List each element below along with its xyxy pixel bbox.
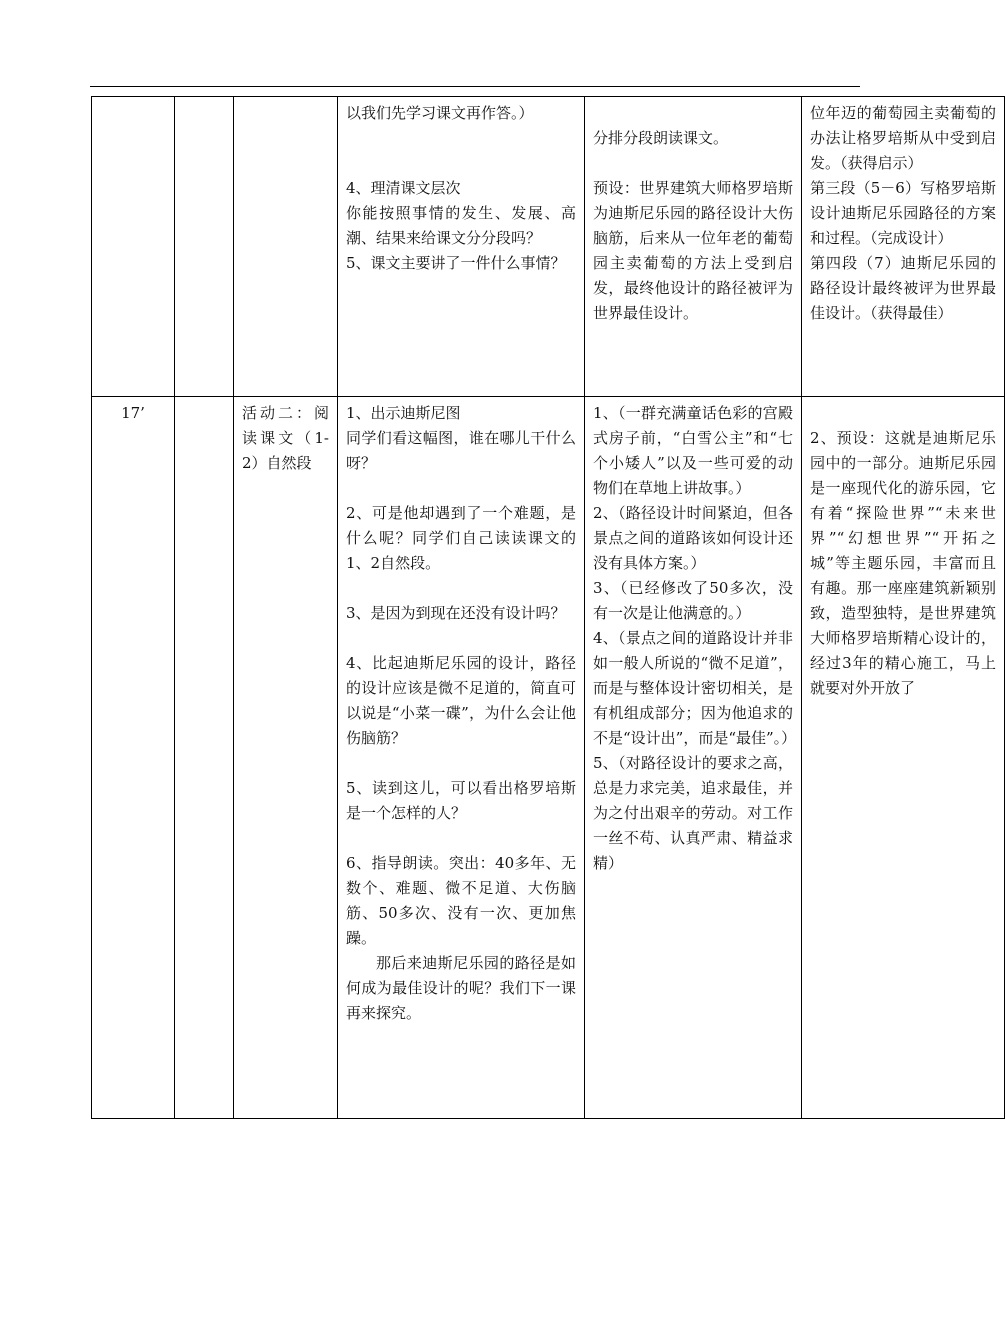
text-paragraph: 4、理清课文层次 <box>346 179 461 197</box>
blank-line <box>346 126 576 151</box>
text-paragraph: 5、（对路径设计的要求之高，总是力求完美，追求最佳，并为之付出艰辛的劳动。对工作一丝不苟、认真严肃、精益求精） <box>593 754 793 872</box>
text-paragraph: 5、课文主要讲了一件什么事情？ <box>346 254 566 272</box>
blank-line <box>346 826 576 851</box>
text-paragraph: 你能按照事情的发生、发展、高潮、结果来给课文分分段吗？ <box>346 204 576 247</box>
teacher-activity-cell <box>338 97 585 397</box>
text-paragraph: 预设：世界建筑大师格罗培斯为迪斯尼乐园的路径设计大伤脑筋，后来从一位年老的葡萄园主卖葡萄的方法上受到启发，最终他设计的路径被评为世界最佳设计。 <box>593 179 793 322</box>
text-paragraph: 4、（景点之间的道路设计并非如一般人所说的“微不足道”，而是与整体设计密切相关，是有机组成部分；因为他追求的不是“设计出”，而是“最佳”。） <box>593 629 797 747</box>
text-paragraph: 分排分段朗读课文。 <box>593 129 729 147</box>
text-paragraph: 3、是因为到现在还没有设计吗？ <box>346 604 566 622</box>
activity-cell <box>234 97 338 397</box>
student-activity-cell <box>585 397 802 1119</box>
teacher-activity-cell <box>338 397 585 1119</box>
activity-cell <box>234 397 338 1119</box>
text-paragraph: 2、可是他却遇到了一个难题，是什么呢？同学们自己读读课文的1、2自然段。 <box>346 504 576 572</box>
activity-label: 活动二：阅读课文（1-2）自然段 <box>242 404 329 472</box>
blank-cell <box>175 97 234 397</box>
text-paragraph: 3、（已经修改了50多次，没有一次是让他满意的。） <box>593 579 793 622</box>
blank-cell <box>175 397 234 1119</box>
time-cell <box>92 97 175 397</box>
text-paragraph: 同学们看这幅图，谁在哪儿干什么呀？ <box>346 429 576 472</box>
text-paragraph: 6、指导朗读。突出：40多年、无数个、难题、微不足道、大伤脑筋、50多次、没有一次、更加焦躁。 <box>346 854 576 947</box>
blank-line <box>346 151 576 176</box>
text-paragraph: 第四段（7）迪斯尼乐园的路径设计最终被评为世界最佳设计。（获得最佳） <box>810 254 996 322</box>
text-paragraph: 4、比起迪斯尼乐园的设计，路径的设计应该是微不足道的，简直可以说是“小菜一碟”，为什么会让他伤脑筋？ <box>346 654 576 747</box>
blank-line <box>346 751 576 776</box>
time-cell <box>92 397 175 1119</box>
blank-line <box>346 476 576 501</box>
blank-line <box>810 401 996 426</box>
text-paragraph: 1、（一群充满童话色彩的宫殿式房子前，“白雪公主”和“七个小矮人”以及一些可爱的动物们在草地上讲故事。） <box>593 404 793 497</box>
text-paragraph: 位年迈的葡萄园主卖葡萄的办法让格罗培斯从中受到启发。（获得启示） <box>810 104 996 172</box>
table-row <box>92 97 1005 397</box>
design-notes-cell <box>802 97 1005 397</box>
blank-line <box>593 151 793 176</box>
text-paragraph: 1、出示迪斯尼图 <box>346 404 461 422</box>
text-paragraph: 第三段（5－6）写格罗培斯设计迪斯尼乐园路径的方案和过程。（完成设计） <box>810 179 996 247</box>
text-paragraph: 5、读到这儿，可以看出格罗培斯是一个怎样的人？ <box>346 779 576 822</box>
text-paragraph: 那后来迪斯尼乐园的路径是如何成为最佳设计的呢？我们下一课再来探究。 <box>346 954 576 1022</box>
blank-line <box>346 576 576 601</box>
header-rule <box>90 86 860 87</box>
student-activity-cell <box>585 97 802 397</box>
lesson-plan-table <box>91 96 1005 1119</box>
blank-line <box>593 101 793 126</box>
table-row <box>92 397 1005 1119</box>
text-paragraph: 2、预设：这就是迪斯尼乐园中的一部分。迪斯尼乐园是一座现代化的游乐园，它有着“探险世界”“未来世界”“幻想世界”“开拓之城”等主题乐园，丰富而且有趣。那一座座建筑新颖别致，造型独特，是世界建筑大师格罗培斯精心设计的，经过3年的精心施工，马上就要对外开放了 <box>810 429 996 697</box>
blank-line <box>346 626 576 651</box>
time-label: 17’ <box>121 404 145 422</box>
design-notes-cell <box>802 397 1005 1119</box>
text-paragraph: 2、（路径设计时间紧迫，但各景点之间的道路该如何设计还没有具体方案。） <box>593 504 793 572</box>
text-paragraph: 以我们先学习课文再作答。） <box>346 104 534 122</box>
